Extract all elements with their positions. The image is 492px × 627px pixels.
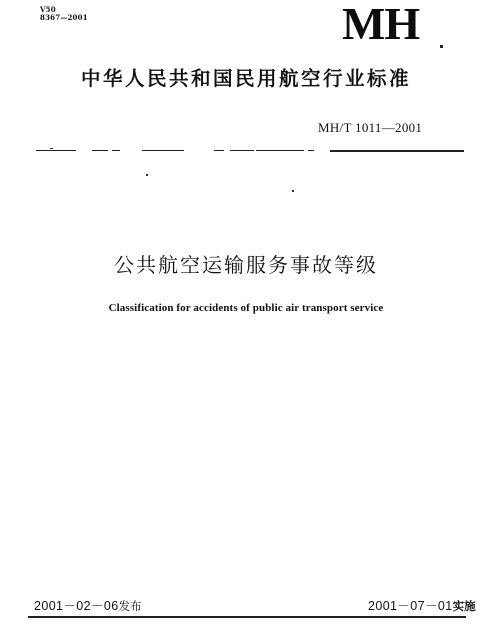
rule-segment xyxy=(36,150,76,151)
rule-segment xyxy=(214,150,224,151)
rule-segment xyxy=(142,150,184,151)
document-title: 公共航空运输服务事故等级 xyxy=(114,253,378,277)
rule-segment xyxy=(112,150,120,151)
rule-segment xyxy=(230,150,254,151)
header-rule xyxy=(0,150,492,152)
mh-logo: MH xyxy=(342,0,420,49)
issue-date-value: 2001－02－06 xyxy=(34,599,119,613)
speck xyxy=(292,190,294,192)
ics-code: V50 xyxy=(40,5,56,14)
implement-date xyxy=(368,598,476,614)
rule-segment xyxy=(330,150,464,152)
document-subtitle: Classification for accidents of public air transport service xyxy=(108,302,384,314)
standard-title: 中华人民共和国民用航空行业标准 xyxy=(80,67,411,90)
footer-rule xyxy=(28,616,466,618)
speck xyxy=(146,174,148,176)
speck xyxy=(50,148,53,149)
issue-date-label: 发布 xyxy=(118,599,142,613)
standard-number: MH/T 1011—2001 xyxy=(318,120,423,135)
rule-segment xyxy=(256,150,304,151)
rule-segment xyxy=(308,150,314,151)
registration-code: 8367—2001 xyxy=(40,13,88,22)
logo-dot xyxy=(440,45,443,48)
issue-date xyxy=(34,598,142,614)
classification-block xyxy=(40,6,88,22)
rule-segment xyxy=(92,150,108,151)
implement-date-label: 实施 xyxy=(452,599,476,613)
implement-date-value: 2001－07－01 xyxy=(368,599,453,613)
